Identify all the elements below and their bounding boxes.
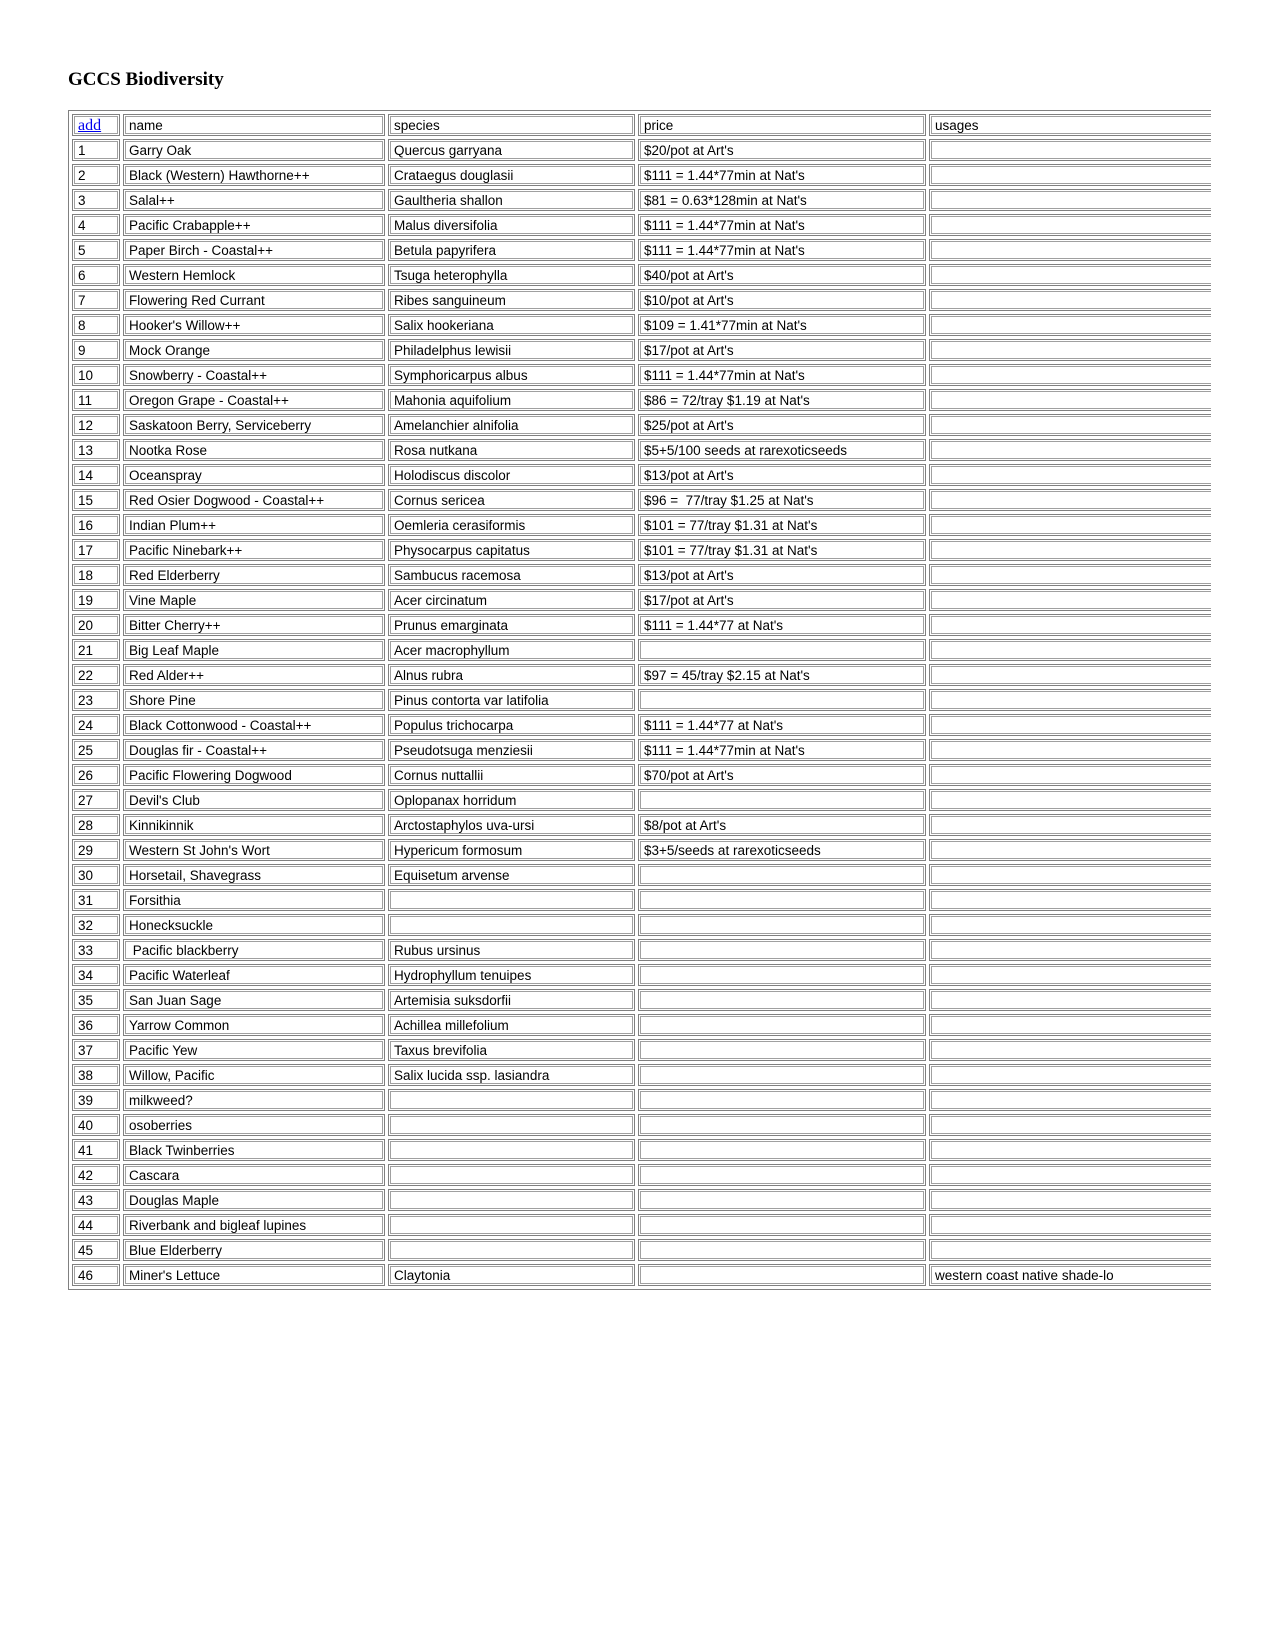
cell-id[interactable]: 10 [72, 364, 120, 386]
cell-price[interactable] [638, 1139, 926, 1161]
cell-name[interactable]: Black Twinberries [123, 1139, 385, 1161]
cell-usages[interactable] [929, 339, 1211, 361]
table-row [72, 139, 1211, 161]
table-row [72, 789, 1211, 811]
cell-usages[interactable] [929, 639, 1211, 661]
cell-price[interactable]: $101 = 77/tray $1.31 at Nat's [638, 514, 926, 536]
cell-name[interactable]: Douglas fir - Coastal++ [123, 739, 385, 761]
page-title: GCCS Biodiversity [68, 69, 224, 90]
table-row [72, 914, 1211, 936]
cell-species[interactable]: Hypericum formosum [388, 839, 635, 861]
cell-usages[interactable] [929, 1214, 1211, 1236]
cell-usages[interactable] [929, 314, 1211, 336]
table-row [72, 289, 1211, 311]
cell-species[interactable]: Pinus contorta var latifolia [388, 689, 635, 711]
cell-id[interactable]: 8 [72, 314, 120, 336]
table-row [72, 589, 1211, 611]
cell-usages[interactable] [929, 864, 1211, 886]
cell-price[interactable] [638, 1089, 926, 1111]
table-row [72, 314, 1211, 336]
cell-name[interactable]: Forsithia [123, 889, 385, 911]
table-row [72, 1214, 1211, 1236]
cell-usages[interactable] [929, 1014, 1211, 1036]
cell-price[interactable]: $111 = 1.44*77min at Nat's [638, 164, 926, 186]
cell-id[interactable]: 25 [72, 739, 120, 761]
cell-name[interactable]: Pacific blackberry [123, 939, 385, 961]
cell-name[interactable]: Blue Elderberry [123, 1239, 385, 1261]
cell-name[interactable]: Pacific Yew [123, 1039, 385, 1061]
table-row [72, 164, 1211, 186]
table-row [72, 489, 1211, 511]
biodiversity-table [68, 110, 1211, 1290]
cell-species[interactable]: Ribes sanguineum [388, 289, 635, 311]
cell-name[interactable]: Western St John's Wort [123, 839, 385, 861]
cell-price[interactable] [638, 1114, 926, 1136]
cell-price[interactable]: $86 = 72/tray $1.19 at Nat's [638, 389, 926, 411]
cell-price[interactable]: $13/pot at Art's [638, 464, 926, 486]
cell-species[interactable]: Physocarpus capitatus [388, 539, 635, 561]
cell-price[interactable] [638, 1164, 926, 1186]
cell-name[interactable]: Indian Plum++ [123, 514, 385, 536]
cell-price[interactable] [638, 1064, 926, 1086]
cell-id[interactable]: 20 [72, 614, 120, 636]
cell-usages[interactable] [929, 364, 1211, 386]
cell-usages[interactable] [929, 889, 1211, 911]
cell-id[interactable]: 4 [72, 214, 120, 236]
cell-id[interactable]: 19 [72, 589, 120, 611]
cell-price[interactable]: $3+5/seeds at rarexoticseeds [638, 839, 926, 861]
cell-usages[interactable] [929, 739, 1211, 761]
cell-id[interactable]: 45 [72, 1239, 120, 1261]
cell-price[interactable]: $101 = 77/tray $1.31 at Nat's [638, 539, 926, 561]
cell-usages[interactable] [929, 289, 1211, 311]
cell-price[interactable] [638, 689, 926, 711]
table-row [72, 689, 1211, 711]
cell-species[interactable] [388, 1214, 635, 1236]
cell-name[interactable]: Shore Pine [123, 689, 385, 711]
cell-price[interactable] [638, 789, 926, 811]
cell-id[interactable]: 3 [72, 189, 120, 211]
cell-usages[interactable] [929, 389, 1211, 411]
cell-species[interactable] [388, 1189, 635, 1211]
cell-usages[interactable] [929, 939, 1211, 961]
cell-price[interactable] [638, 1189, 926, 1211]
cell-name[interactable]: Paper Birch - Coastal++ [123, 239, 385, 261]
cell-price[interactable]: $20/pot at Art's [638, 139, 926, 161]
table-row [72, 364, 1211, 386]
cell-price[interactable]: $109 = 1.41*77min at Nat's [638, 314, 926, 336]
cell-id[interactable]: 2 [72, 164, 120, 186]
cell-id[interactable]: 16 [72, 514, 120, 536]
cell-species[interactable]: Gaultheria shallon [388, 189, 635, 211]
cell-name[interactable]: milkweed? [123, 1089, 385, 1111]
cell-id[interactable]: 38 [72, 1064, 120, 1086]
cell-price[interactable]: $81 = 0.63*128min at Nat's [638, 189, 926, 211]
cell-id[interactable]: 30 [72, 864, 120, 886]
cell-id[interactable]: 40 [72, 1114, 120, 1136]
cell-usages[interactable] [929, 1039, 1211, 1061]
cell-usages[interactable] [929, 139, 1211, 161]
cell-species[interactable]: Malus diversifolia [388, 214, 635, 236]
table-row [72, 414, 1211, 436]
table-row [72, 1114, 1211, 1136]
cell-name[interactable]: Pacific Flowering Dogwood [123, 764, 385, 786]
cell-id[interactable]: 12 [72, 414, 120, 436]
cell-price[interactable]: $111 = 1.44*77min at Nat's [638, 239, 926, 261]
cell-id[interactable]: 31 [72, 889, 120, 911]
cell-species[interactable]: Sambucus racemosa [388, 564, 635, 586]
cell-usages[interactable] [929, 1164, 1211, 1186]
cell-species[interactable]: Rosa nutkana [388, 439, 635, 461]
cell-price[interactable]: $96 = 77/tray $1.25 at Nat's [638, 489, 926, 511]
cell-name[interactable]: Honecksuckle [123, 914, 385, 936]
cell-price[interactable] [638, 639, 926, 661]
cell-name[interactable]: Horsetail, Shavegrass [123, 864, 385, 886]
cell-price[interactable] [638, 939, 926, 961]
cell-id[interactable]: 18 [72, 564, 120, 586]
table-row [72, 1089, 1211, 1111]
cell-price[interactable]: $70/pot at Art's [638, 764, 926, 786]
cell-name[interactable]: Red Osier Dogwood - Coastal++ [123, 489, 385, 511]
table-row [72, 1039, 1211, 1061]
cell-id[interactable]: 1 [72, 139, 120, 161]
cell-usages[interactable] [929, 514, 1211, 536]
cell-id[interactable]: 43 [72, 1189, 120, 1211]
cell-usages[interactable] [929, 414, 1211, 436]
table-row [72, 189, 1211, 211]
cell-id[interactable]: 41 [72, 1139, 120, 1161]
cell-price[interactable] [638, 989, 926, 1011]
table-row [72, 389, 1211, 411]
cell-usages[interactable] [929, 989, 1211, 1011]
cell-id[interactable]: 37 [72, 1039, 120, 1061]
cell-price[interactable]: $111 = 1.44*77 at Nat's [638, 614, 926, 636]
cell-species[interactable]: Quercus garryana [388, 139, 635, 161]
cell-species[interactable]: Betula papyrifera [388, 239, 635, 261]
cell-price[interactable]: $111 = 1.44*77 at Nat's [638, 714, 926, 736]
cell-usages[interactable] [929, 1114, 1211, 1136]
cell-usages[interactable] [929, 1089, 1211, 1111]
cell-species[interactable]: Oemleria cerasiformis [388, 514, 635, 536]
cell-usages[interactable] [929, 689, 1211, 711]
cell-usages[interactable] [929, 914, 1211, 936]
cell-name[interactable]: Cascara [123, 1164, 385, 1186]
cell-price[interactable] [638, 889, 926, 911]
cell-species[interactable]: Populus trichocarpa [388, 714, 635, 736]
table-row [72, 1164, 1211, 1186]
cell-price[interactable] [638, 914, 926, 936]
cell-id[interactable]: 21 [72, 639, 120, 661]
cell-usages[interactable] [929, 614, 1211, 636]
cell-price[interactable]: $13/pot at Art's [638, 564, 926, 586]
cell-name[interactable]: Red Elderberry [123, 564, 385, 586]
cell-name[interactable]: Bitter Cherry++ [123, 614, 385, 636]
cell-usages[interactable] [929, 789, 1211, 811]
cell-name[interactable]: Nootka Rose [123, 439, 385, 461]
cell-usages[interactable] [929, 214, 1211, 236]
table-row [72, 764, 1211, 786]
table-row [72, 1189, 1211, 1211]
cell-id[interactable]: 23 [72, 689, 120, 711]
cell-species[interactable] [388, 914, 635, 936]
table-row [72, 514, 1211, 536]
cell-name[interactable]: Mock Orange [123, 339, 385, 361]
cell-id[interactable]: 17 [72, 539, 120, 561]
cell-species[interactable]: Philadelphus lewisii [388, 339, 635, 361]
cell-species[interactable]: Prunus emarginata [388, 614, 635, 636]
table-row [72, 839, 1211, 861]
biodiversity-table-container [68, 110, 1211, 1290]
cell-species[interactable]: Acer macrophyllum [388, 639, 635, 661]
cell-id[interactable]: 27 [72, 789, 120, 811]
cell-name[interactable]: Pacific Crabapple++ [123, 214, 385, 236]
header-usages: usages [929, 114, 1211, 136]
cell-name[interactable]: Miner's Lettuce [123, 1264, 385, 1286]
header-price: price [638, 114, 926, 136]
cell-id[interactable]: 32 [72, 914, 120, 936]
table-row [72, 214, 1211, 236]
cell-id[interactable]: 35 [72, 989, 120, 1011]
cell-usages[interactable] [929, 489, 1211, 511]
cell-id[interactable]: 11 [72, 389, 120, 411]
cell-species[interactable] [388, 1239, 635, 1261]
table-row [72, 1264, 1211, 1286]
table-row [72, 614, 1211, 636]
cell-usages[interactable] [929, 1189, 1211, 1211]
cell-species[interactable]: Arctostaphylos uva-ursi [388, 814, 635, 836]
cell-species[interactable] [388, 1114, 635, 1136]
cell-id[interactable]: 29 [72, 839, 120, 861]
cell-price[interactable]: $5+5/100 seeds at rarexoticseeds [638, 439, 926, 461]
table-row [72, 964, 1211, 986]
cell-species[interactable]: Artemisia suksdorfii [388, 989, 635, 1011]
cell-price[interactable] [638, 1014, 926, 1036]
cell-price[interactable]: $111 = 1.44*77min at Nat's [638, 214, 926, 236]
table-row [72, 239, 1211, 261]
cell-species[interactable]: Pseudotsuga menziesii [388, 739, 635, 761]
table-row [72, 639, 1211, 661]
cell-usages[interactable] [929, 264, 1211, 286]
cell-id[interactable]: 5 [72, 239, 120, 261]
cell-name[interactable]: Black Cottonwood - Coastal++ [123, 714, 385, 736]
cell-species[interactable]: Oplopanax horridum [388, 789, 635, 811]
cell-name[interactable]: Oceanspray [123, 464, 385, 486]
table-row [72, 864, 1211, 886]
cell-id[interactable]: 22 [72, 664, 120, 686]
cell-name[interactable]: Riverbank and bigleaf lupines [123, 1214, 385, 1236]
cell-name[interactable]: Yarrow Common [123, 1014, 385, 1036]
cell-usages[interactable] [929, 664, 1211, 686]
cell-id[interactable]: 42 [72, 1164, 120, 1186]
cell-name[interactable]: Oregon Grape - Coastal++ [123, 389, 385, 411]
cell-id[interactable]: 7 [72, 289, 120, 311]
cell-id[interactable]: 9 [72, 339, 120, 361]
cell-species[interactable]: Acer circinatum [388, 589, 635, 611]
table-row [72, 889, 1211, 911]
cell-price[interactable] [638, 1214, 926, 1236]
cell-usages[interactable] [929, 539, 1211, 561]
cell-name[interactable]: Vine Maple [123, 589, 385, 611]
cell-price[interactable]: $40/pot at Art's [638, 264, 926, 286]
cell-id[interactable]: 24 [72, 714, 120, 736]
table-row [72, 989, 1211, 1011]
cell-name[interactable]: Pacific Waterleaf [123, 964, 385, 986]
cell-id[interactable]: 39 [72, 1089, 120, 1111]
cell-species[interactable] [388, 1139, 635, 1161]
cell-price[interactable] [638, 964, 926, 986]
cell-species[interactable]: Equisetum arvense [388, 864, 635, 886]
cell-name[interactable]: Snowberry - Coastal++ [123, 364, 385, 386]
table-row [72, 714, 1211, 736]
cell-price[interactable] [638, 1239, 926, 1261]
cell-name[interactable]: Pacific Ninebark++ [123, 539, 385, 561]
cell-species[interactable]: Crataegus douglasii [388, 164, 635, 186]
cell-id[interactable]: 15 [72, 489, 120, 511]
cell-species[interactable]: Taxus brevifolia [388, 1039, 635, 1061]
cell-name[interactable]: Flowering Red Currant [123, 289, 385, 311]
cell-id[interactable]: 28 [72, 814, 120, 836]
cell-name[interactable]: Garry Oak [123, 139, 385, 161]
table-row [72, 439, 1211, 461]
cell-id[interactable]: 46 [72, 1264, 120, 1286]
cell-price[interactable]: $111 = 1.44*77min at Nat's [638, 739, 926, 761]
cell-usages[interactable]: western coast native shade-lo [929, 1264, 1211, 1286]
cell-id[interactable]: 34 [72, 964, 120, 986]
cell-id[interactable]: 14 [72, 464, 120, 486]
header-add-cell [72, 114, 120, 136]
cell-usages[interactable] [929, 1239, 1211, 1261]
cell-name[interactable]: Douglas Maple [123, 1189, 385, 1211]
table-row [72, 939, 1211, 961]
cell-name[interactable]: Willow, Pacific [123, 1064, 385, 1086]
cell-usages[interactable] [929, 1064, 1211, 1086]
cell-id[interactable]: 36 [72, 1014, 120, 1036]
table-row [72, 1139, 1211, 1161]
cell-name[interactable]: Hooker's Willow++ [123, 314, 385, 336]
cell-species[interactable]: Tsuga heterophylla [388, 264, 635, 286]
cell-name[interactable]: San Juan Sage [123, 989, 385, 1011]
cell-species[interactable]: Mahonia aquifolium [388, 389, 635, 411]
table-row [72, 264, 1211, 286]
cell-usages[interactable] [929, 839, 1211, 861]
cell-usages[interactable] [929, 464, 1211, 486]
cell-usages[interactable] [929, 239, 1211, 261]
cell-usages[interactable] [929, 564, 1211, 586]
cell-id[interactable]: 26 [72, 764, 120, 786]
cell-id[interactable]: 44 [72, 1214, 120, 1236]
cell-name[interactable]: osoberries [123, 1114, 385, 1136]
cell-name[interactable]: Black (Western) Hawthorne++ [123, 164, 385, 186]
cell-species[interactable]: Claytonia [388, 1264, 635, 1286]
cell-species[interactable]: Achillea millefolium [388, 1014, 635, 1036]
cell-species[interactable]: Hydrophyllum tenuipes [388, 964, 635, 986]
cell-price[interactable] [638, 1264, 926, 1286]
cell-price[interactable]: $111 = 1.44*77min at Nat's [638, 364, 926, 386]
cell-price[interactable]: $10/pot at Art's [638, 289, 926, 311]
cell-name[interactable]: Devil's Club [123, 789, 385, 811]
cell-species[interactable]: Salix lucida ssp. lasiandra [388, 1064, 635, 1086]
cell-species[interactable] [388, 889, 635, 911]
cell-name[interactable]: Red Alder++ [123, 664, 385, 686]
table-row [72, 539, 1211, 561]
table-row [72, 1239, 1211, 1261]
cell-species[interactable]: Rubus ursinus [388, 939, 635, 961]
table-row [72, 339, 1211, 361]
cell-price[interactable] [638, 864, 926, 886]
cell-usages[interactable] [929, 439, 1211, 461]
cell-price[interactable]: $25/pot at Art's [638, 414, 926, 436]
cell-species[interactable]: Alnus rubra [388, 664, 635, 686]
cell-price[interactable]: $97 = 45/tray $2.15 at Nat's [638, 664, 926, 686]
cell-id[interactable]: 6 [72, 264, 120, 286]
cell-species[interactable] [388, 1164, 635, 1186]
cell-species[interactable]: Cornus nuttallii [388, 764, 635, 786]
cell-price[interactable] [638, 1039, 926, 1061]
table-row [72, 464, 1211, 486]
cell-price[interactable]: $8/pot at Art's [638, 814, 926, 836]
cell-usages[interactable] [929, 589, 1211, 611]
cell-id[interactable]: 13 [72, 439, 120, 461]
cell-usages[interactable] [929, 964, 1211, 986]
cell-name[interactable]: Big Leaf Maple [123, 639, 385, 661]
cell-usages[interactable] [929, 764, 1211, 786]
table-row [72, 1014, 1211, 1036]
cell-usages[interactable] [929, 1139, 1211, 1161]
add-link[interactable]: add [78, 117, 102, 134]
table-row [72, 739, 1211, 761]
table-row [72, 564, 1211, 586]
table-row [72, 814, 1211, 836]
cell-price[interactable]: $17/pot at Art's [638, 589, 926, 611]
cell-usages[interactable] [929, 189, 1211, 211]
header-species: species [388, 114, 635, 136]
cell-usages[interactable] [929, 714, 1211, 736]
cell-species[interactable]: Salix hookeriana [388, 314, 635, 336]
cell-id[interactable]: 33 [72, 939, 120, 961]
header-name: name [123, 114, 385, 136]
cell-species[interactable]: Amelanchier alnifolia [388, 414, 635, 436]
cell-name[interactable]: Western Hemlock [123, 264, 385, 286]
table-row [72, 664, 1211, 686]
cell-species[interactable] [388, 1089, 635, 1111]
table-row [72, 1064, 1211, 1086]
cell-usages[interactable] [929, 164, 1211, 186]
cell-species[interactable]: Symphoricarpus albus [388, 364, 635, 386]
cell-usages[interactable] [929, 814, 1211, 836]
cell-species[interactable]: Cornus sericea [388, 489, 635, 511]
cell-name[interactable]: Kinnikinnik [123, 814, 385, 836]
cell-species[interactable]: Holodiscus discolor [388, 464, 635, 486]
cell-name[interactable]: Salal++ [123, 189, 385, 211]
cell-name[interactable]: Saskatoon Berry, Serviceberry [123, 414, 385, 436]
header-row [72, 114, 1211, 136]
cell-price[interactable]: $17/pot at Art's [638, 339, 926, 361]
